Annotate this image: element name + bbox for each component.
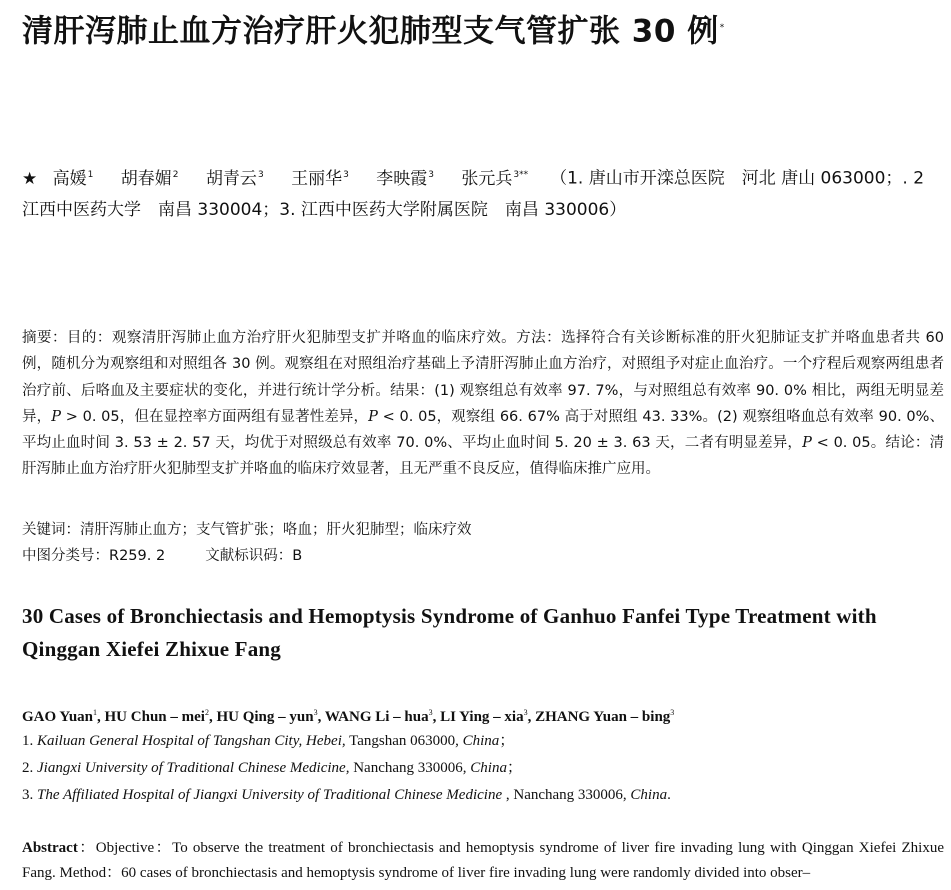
author-block-cn [22,160,944,226]
star-icon: ★ [22,168,38,189]
author-cn: 张元兵$^{3**}$ [461,168,529,189]
article-title [22,4,922,55]
affiliation-en: 1. Kailuan General Hospital of Tangshan City, Hebei, Tangshan 063000, China； [22,733,515,749]
title-footnote-mark: * [719,23,725,33]
clc-number: 中图分类号：R259. 2 [22,548,166,564]
abstract-en: Abstract：Objective：To observe the treatment of bronchiectasis and hemoptysis syndrome of liver fire invading lung with Qinggan Xiefei Zhixue Fang. Method：60 cases of bronchiectasis and hemoptysis syndrome of liver fire invading lung were randomly divided into obser– [22,840,944,881]
article-title-en: 30 Cases of Bronchiectasis and Hemoptysis Syndrome of Ganhuo Fanfei Type Treatment with Qinggan Xiefei Zhixue Fang [22,604,877,661]
author-cn: 李映霞$^3$ [376,168,434,189]
classification-line [22,543,944,569]
affiliation-en: 2. Jiangxi University of Traditional Chinese Medicine, Nanchang 330006, China； [22,760,522,776]
author-cn: 高媛$^1$ [52,168,94,189]
author-cn: 胡青云$^3$ [205,168,264,189]
keywords-cn: 关键词：清肝泻肺止血方；支气管扩张；咯血；肝火犯肺型；临床疗效 [22,522,472,538]
abstract-cn: 摘要：目的：观察清肝泻肺止血方治疗肝火犯肺型支扩并咯血的临床疗效。方法：选择符合有关诊断标准的肝火犯肺证支扩并咯血患者共 60 例，随机分为观察组和对照组各 30 例。观察组在对照组治疗基础上予清肝泻肺止血方治疗，对照组予对症止血治疗。一个疗程后观察两组患者治疗前、后咯血及主要症状的变化，并进行统计学分析。结果：(1) 观察组总有效率 97. 7%，与对照组总有效率 90. 0% 相比，两组无明显差异，P > 0. 05，但在显控率方面两组有显著性差异，P < 0. 05，观察组 66. 67% 高于对照组 43. 33%。(2) 观察组咯血总有效率 90. 0%、平均止血时间 3. 53 ± 2. 57 天，均优于对照级总有效率 70. 0%、平均止血时间 5. 20 ± 3. 63 天，二者有明显差异，P < 0. 05。结论：清肝泻肺止血方治疗肝火犯肺型支扩并咯血的临床疗效显著，且无严重不良反应，值得临床推广应用。 [22,330,945,478]
author-cn: 王丽华$^3$ [291,168,349,189]
abstract-en-label: Abstract [22,840,78,856]
article-title-text: 清肝泻肺止血方治疗肝火犯肺型支气管扩张 30 例 [22,13,719,50]
author-block-en: GAO Yuan$^1$, HU Chun – mei$^2$, HU Qing – yun$^3$, WANG Li – hua$^3$, LI Ying – xia$^3$, ZHANG Yuan – bing$^3$ [22,708,675,725]
affiliation-en: 3. The Affiliated Hospital of Jiangxi University of Traditional Chinese Medicine , Nanchang 330006, China. [22,787,671,803]
author-cn: 胡春媚$^2$ [120,168,179,189]
affiliations-cn: （1. 唐山市开滦总医院 河北 唐山 063000；. 2 江西中医药大学 南昌 330004；3. 江西中医药大学附属医院 南昌 330006） [22,168,925,220]
document-code: 文献标识码：B [205,548,303,564]
